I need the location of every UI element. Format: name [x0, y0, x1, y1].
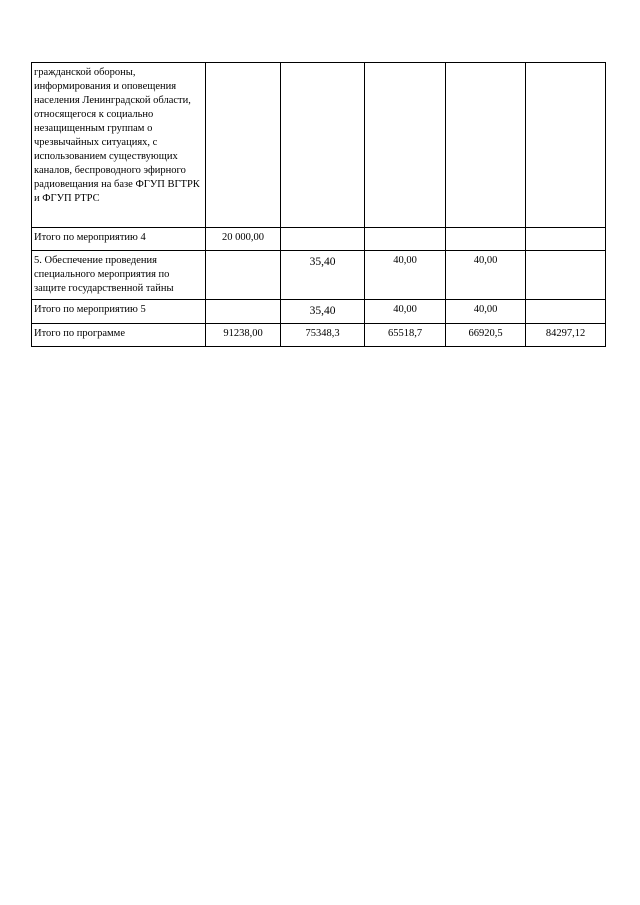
- table-row: [32, 63, 606, 228]
- cell-value: 65518,7: [365, 324, 446, 347]
- table-row: [32, 251, 606, 300]
- row-label-total-measure-4: Итого по мероприятию 4: [32, 228, 206, 251]
- table-row: [32, 228, 606, 251]
- cell-value: 75348,3: [281, 324, 365, 347]
- table-row: [32, 300, 606, 324]
- cell-value: 35,40: [281, 251, 365, 300]
- cell-value: [365, 63, 446, 228]
- program-funding-table: [31, 62, 606, 347]
- cell-value: 66920,5: [446, 324, 526, 347]
- row-label-civil-defense-continued: гражданской обороны, информирования и оповещения населения Ленинградской области, относящегося к социально незащищенным группам о чрезвычайных ситуациях, с использованием существующих каналов, беспроводного эфирного радиовещания на базе ФГУП ВГТРК и ФГУП РТРС: [32, 63, 206, 228]
- cell-value: 35,40: [281, 300, 365, 324]
- table-row: [32, 324, 606, 347]
- cell-value: [526, 63, 606, 228]
- cell-value: [526, 251, 606, 300]
- cell-value: [281, 228, 365, 251]
- cell-value: [526, 228, 606, 251]
- cell-value: [206, 63, 281, 228]
- cell-value: [446, 228, 526, 251]
- cell-value: 91238,00: [206, 324, 281, 347]
- cell-value: 40,00: [365, 300, 446, 324]
- cell-value: [206, 251, 281, 300]
- cell-value: [206, 300, 281, 324]
- cell-value: 40,00: [446, 251, 526, 300]
- row-label-program-total: Итого по программе: [32, 324, 206, 347]
- row-label-measure-5: 5. Обеспечение проведения специального мероприятия по защите государственной тайны: [32, 251, 206, 300]
- cell-value: 20 000,00: [206, 228, 281, 251]
- cell-value: 40,00: [365, 251, 446, 300]
- row-label-total-measure-5: Итого по мероприятию 5: [32, 300, 206, 324]
- cell-value: [281, 63, 365, 228]
- cell-value: [365, 228, 446, 251]
- cell-value: 40,00: [446, 300, 526, 324]
- cell-value: [446, 63, 526, 228]
- cell-value: 84297,12: [526, 324, 606, 347]
- cell-value: [526, 300, 606, 324]
